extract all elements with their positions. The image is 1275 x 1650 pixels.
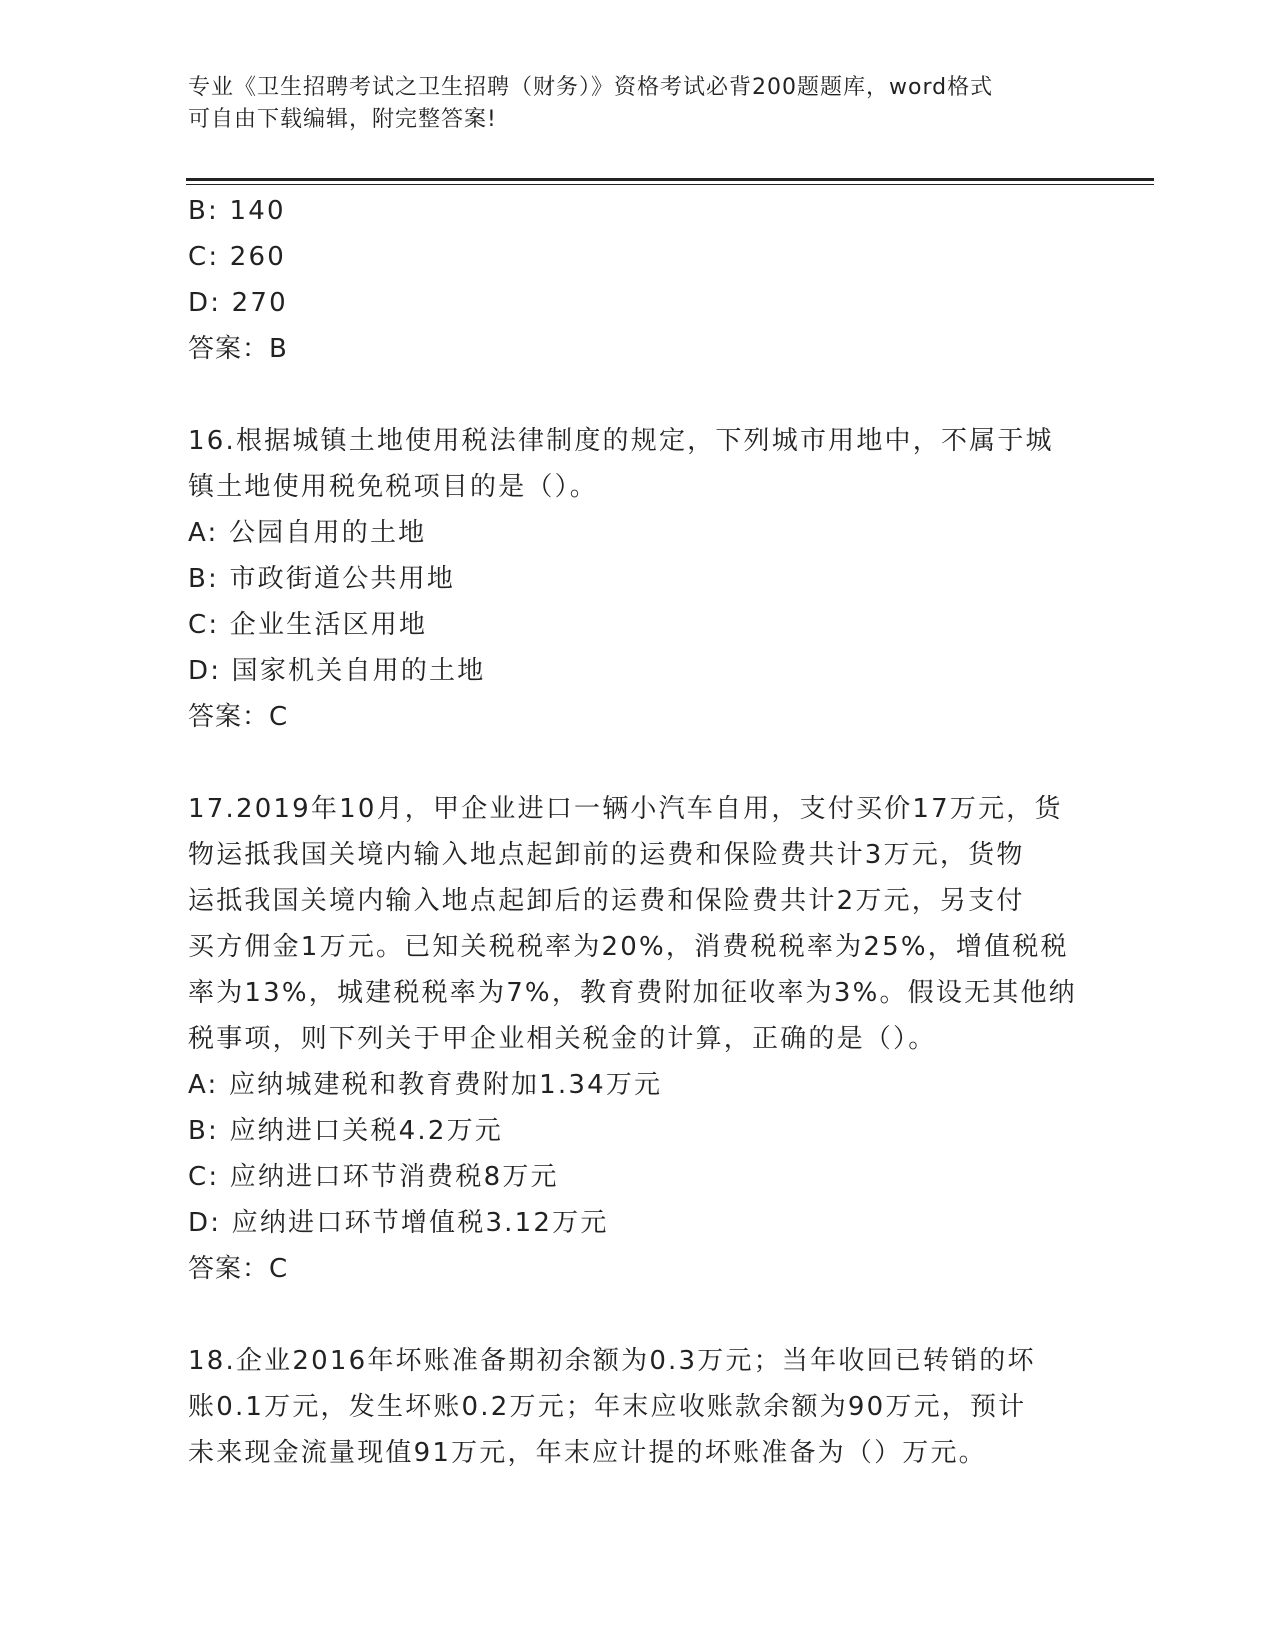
document-header [188, 72, 1088, 136]
question-17-option-d: D: 应纳进口环节增值税3.12万元 [188, 1208, 609, 1238]
question-16-block [188, 418, 1088, 740]
question-16-answer: 答案：C [188, 702, 289, 732]
question-17-stem-line-6: 税事项，则下列关于甲企业相关税金的计算，正确的是（）。 [188, 1024, 937, 1054]
question-17-answer: 答案：C [188, 1254, 289, 1284]
spacer [188, 372, 1088, 418]
question-17-stem-line-1: 17.2019年10月，甲企业进口一辆小汽车自用，支付买价17万元，货 [188, 794, 1063, 824]
question-17-stem-line-4: 买方佣金1万元。已知关税税率为20%，消费税税率为25%，增值税税 [188, 932, 1069, 962]
question-17-block [188, 786, 1088, 1292]
question-17-option-c: C: 应纳进口环节消费税8万元 [188, 1162, 559, 1192]
question-16-option-d: D: 国家机关自用的土地 [188, 656, 486, 686]
question-17-option-b: B: 应纳进口关税4.2万元 [188, 1116, 504, 1146]
header-divider-thick [186, 178, 1154, 181]
question-15-option-b: B: 140 [188, 196, 286, 226]
question-17-stem-line-2: 物运抵我国关境内输入地点起卸前的运费和保险费共计3万元，货物 [188, 840, 1025, 870]
header-title-line-2: 可自由下载编辑，附完整答案! [188, 107, 497, 132]
question-17-stem-line-5: 率为13%，城建税税率为7%，教育费附加征收率为3%。假设无其他纳 [188, 978, 1077, 1008]
question-16-option-a: A: 公园自用的土地 [188, 518, 427, 548]
question-content [188, 188, 1088, 1476]
question-16-stem-line-1: 16.根据城镇土地使用税法律制度的规定，下列城市用地中，不属于城 [188, 426, 1054, 456]
header-title-line-1: 专业《卫生招聘考试之卫生招聘（财务）》资格考试必背200题题库，word格式 [188, 75, 994, 100]
question-18-stem-line-3: 未来现金流量现值91万元，年末应计提的坏账准备为（）万元。 [188, 1438, 987, 1468]
question-18-stem-line-1: 18.企业2016年坏账准备期初余额为0.3万元；当年收回已转销的坏 [188, 1346, 1036, 1376]
question-15-block [188, 188, 1088, 372]
question-16-option-b: B: 市政街道公共用地 [188, 564, 456, 594]
question-15-option-d: D: 270 [188, 288, 288, 318]
question-16-stem-line-2: 镇土地使用税免税项目的是（）。 [188, 472, 599, 502]
question-15-answer: 答案：B [188, 334, 288, 364]
header-divider-thin [186, 184, 1154, 185]
spacer [188, 740, 1088, 786]
question-17-option-a: A: 应纳城建税和教育费附加1.34万元 [188, 1070, 663, 1100]
question-17-stem-line-3: 运抵我国关境内输入地点起卸后的运费和保险费共计2万元，另支付 [188, 886, 1025, 916]
question-18-block [188, 1338, 1088, 1476]
question-16-option-c: C: 企业生活区用地 [188, 610, 428, 640]
spacer [188, 1292, 1088, 1338]
question-15-option-c: C: 260 [188, 242, 287, 272]
question-18-stem-line-2: 账0.1万元，发生坏账0.2万元；年末应收账款余额为90万元，预计 [188, 1392, 1027, 1422]
